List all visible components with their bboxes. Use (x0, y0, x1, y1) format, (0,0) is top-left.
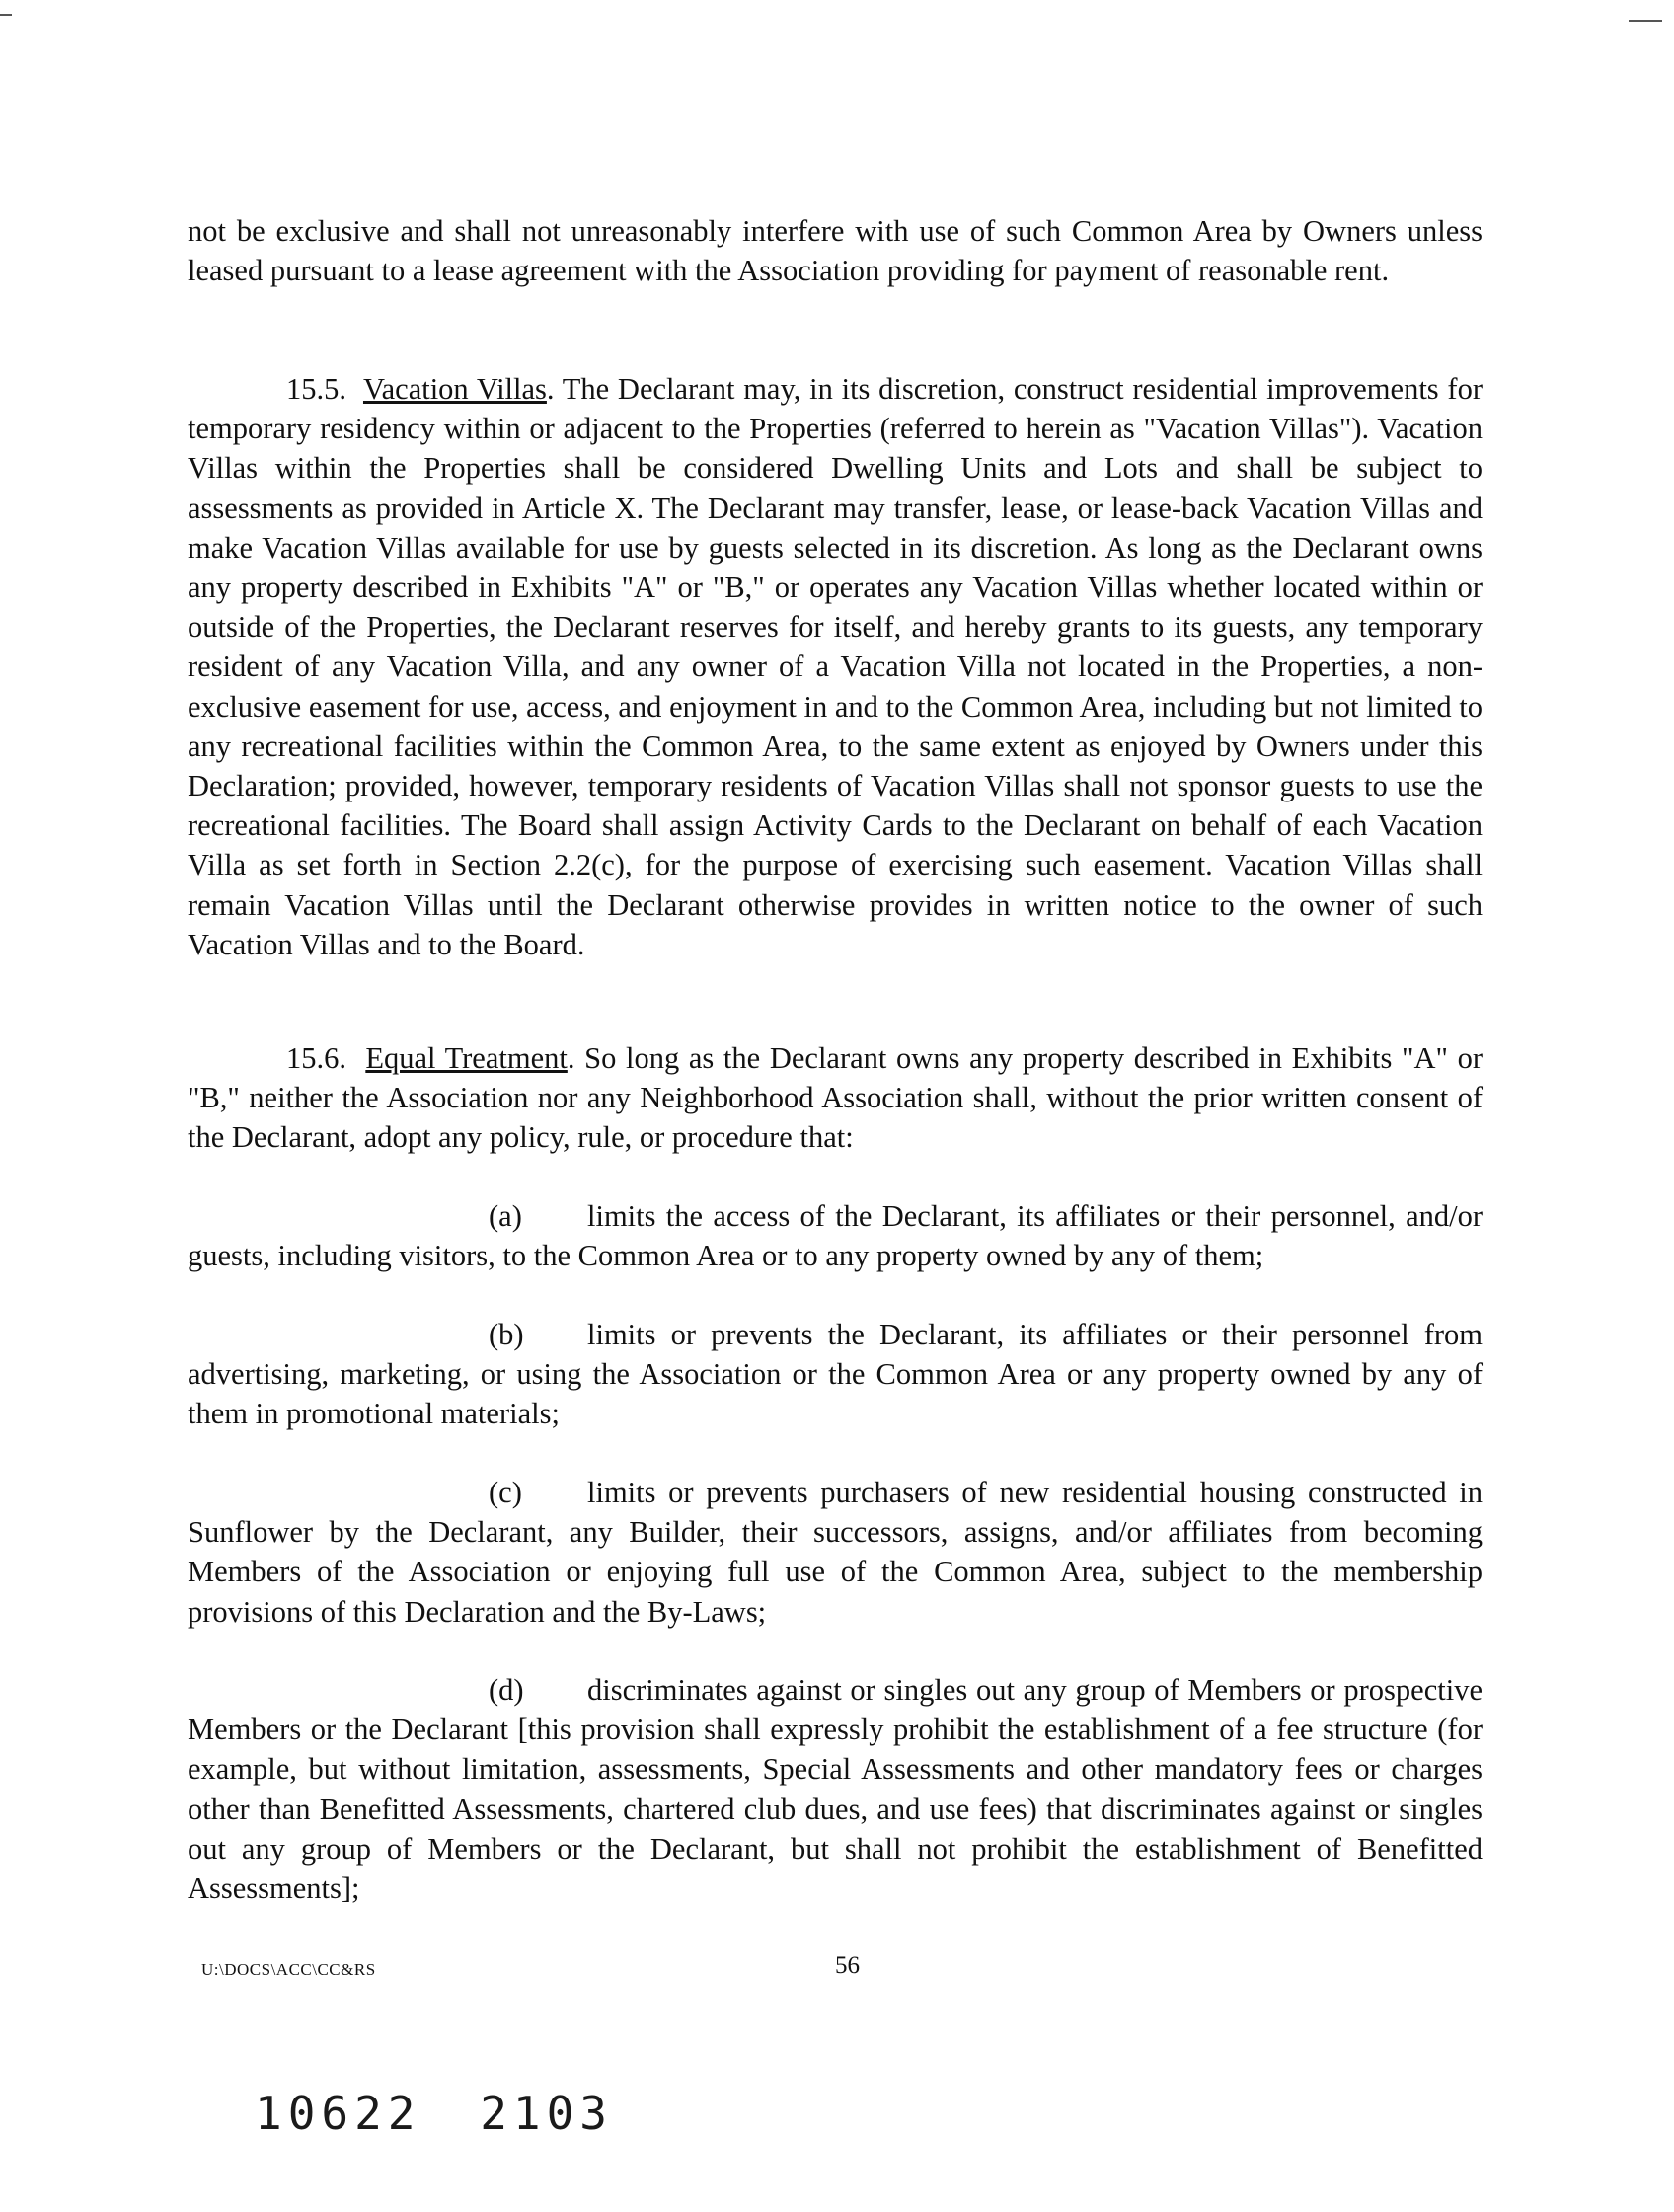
list-item-c (188, 1473, 1483, 1632)
list-item-b (188, 1315, 1483, 1434)
continuation-paragraph (188, 211, 1483, 290)
continuation-text: not be exclusive and shall not unreasonably interfere with use of such Common Area by Owners unless leased pursuant to a lease agreement with the Association providing for payment of reasonable rent. (188, 214, 1483, 288)
recording-stamp (255, 2087, 613, 2140)
scan-edge-mark-left (0, 14, 12, 16)
section-15-5-text: . The Declarant may, in its discretion, construct residential improvements for temporary residency within or adjacent to the Properties (referred to herein as "Vacation Villas"). Vacation Villas within the Properties shall be considered Dwelling Units and Lots and shall be subject to assessments as provided in Article X. The Declarant may transfer, lease, or lease-back Vacation Villas and make Vacation Villas available for use by guests selected in its discretion. As long as the Declarant owns any property described in Exhibits "A" or "B," or operates any Vacation Villas whether located within or outside of the Properties, the Declarant reserves for itself, and hereby grants to its guests, any temporary resident of any Vacation Villa, and any owner of a Vacation Villa not located in the Properties, a non-exclusive easement for use, access, and enjoyment in and to the Common Area, including but not limited to any recreational facilities within the Common Area, to the same extent as enjoyed by Owners under this Declaration; provided, however, temporary residents of Vacation Villas shall not sponsor guests to use the recreational facilities. The Board shall assign Activity Cards to the Declarant on behalf of each Vacation Villa as set forth in Section 2.2(c), for the purpose of exercising such easement. Vacation Villas shall remain Vacation Villas until the Declarant otherwise provides in written notice to the owner of such Vacation Villas and to the Board. (188, 372, 1483, 961)
section-15-5-paragraph (188, 369, 1483, 964)
footer-page-number: 56 (835, 1952, 860, 1979)
section-15-6-text: . So long as the Declarant owns any property described in Exhibits "A" or "B," neither the Association nor any Neighborhood Association shall, without the prior written consent of the Declarant, adopt any policy, rule, or procedure that: (188, 1041, 1484, 1155)
list-item-d-text: discriminates against or singles out any group of Members or prospective Members or the Declarant [this provision shall expressly prohibit the establishment of a fee structure (for example, but without limitation, assessments, Special Assessments and other mandatory fees or charges other than Benefitted Assessments, chartered club dues, and use fees) that discriminates against or singles out any group of Members or the Declarant, but shall not prohibit the establishment of Benefitted Assessments]; (188, 1673, 1483, 1906)
stamp-book-number: 10622 (255, 2087, 421, 2140)
list-item-d (188, 1670, 1483, 1908)
list-item-d-label: (d) (489, 1673, 524, 1707)
list-item-c-text: limits or prevents purchasers of new residential housing constructed in Sunflower by the Declarant, any Builder, their successors, assigns, and/or affiliates from becoming Members of the Association or enjoying full use of the Common Area, subject to the membership provisions of this Declaration and the By-Laws; (188, 1476, 1483, 1629)
footer-file-path: U:\DOCS\ACC\CC&RS (201, 1960, 376, 1979)
section-15-6-number: 15.6. (286, 1041, 346, 1075)
section-15-5-title: Vacation Villas (362, 372, 547, 406)
section-15-5-number: 15.5. (286, 372, 346, 406)
list-item-a-label: (a) (489, 1199, 522, 1233)
section-15-6-title: Equal Treatment (365, 1041, 568, 1075)
section-15-6-paragraph (188, 1038, 1483, 1158)
scan-edge-mark-right (1629, 20, 1662, 22)
stamp-page-number: 2103 (480, 2087, 613, 2140)
list-item-b-label: (b) (489, 1318, 524, 1351)
list-item-a (188, 1196, 1483, 1275)
list-item-b-text: limits or prevents the Declarant, its affiliates or their personnel from advertising, marketing, or using the Association or the Common Area or any property owned by any of them in promotional materials; (188, 1318, 1483, 1431)
list-item-c-label: (c) (489, 1476, 522, 1509)
list-item-a-text: limits the access of the Declarant, its affiliates or their personnel, and/or guests, including visitors, to the Common Area or to any property owned by any of them; (188, 1199, 1483, 1273)
